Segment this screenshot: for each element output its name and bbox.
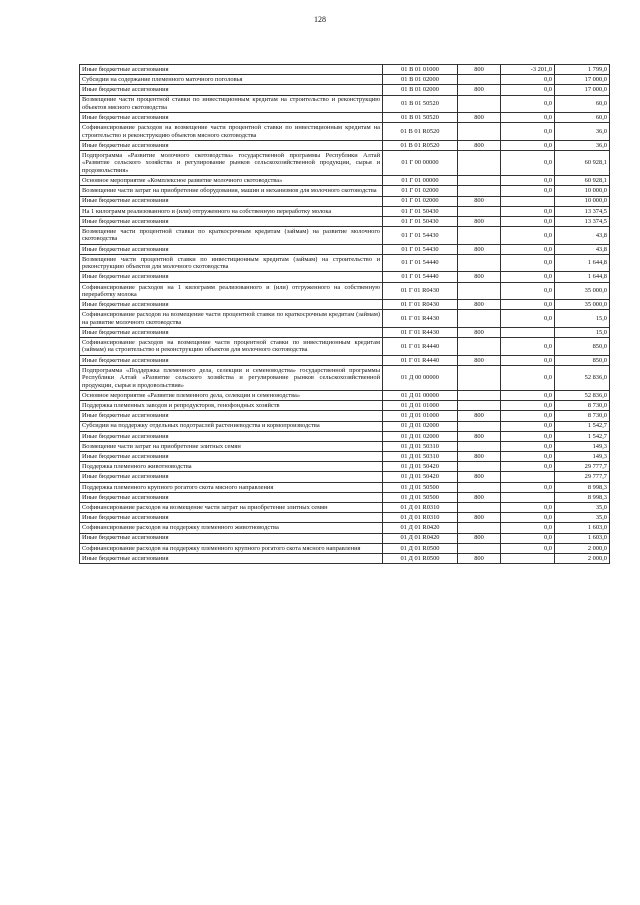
amount-total-cell: 15,0 [555, 310, 610, 328]
expense-name-cell: Софинансирование расходов на поддержку племенного крупного рогатого скота мясного направления [80, 543, 383, 553]
expense-type-code-cell: 800 [458, 196, 501, 206]
amount-change-cell [501, 196, 555, 206]
target-article-code-cell: 01 Г 01 02000 [383, 186, 458, 196]
target-article-code-cell: 01 Г 01 02000 [383, 196, 458, 206]
target-article-code-cell: 01 Г 00 00000 [383, 151, 458, 176]
expense-type-code-cell [458, 482, 501, 492]
target-article-code-cell: 01 Д 01 02000 [383, 431, 458, 441]
amount-change-cell: 0,0 [501, 206, 555, 216]
table-row [80, 85, 610, 95]
budget-table [79, 64, 610, 564]
expense-type-code-cell [458, 365, 501, 390]
expense-name-cell: Возмещение части затрат на приобретение оборудования, машин и механизмов для молочного скотоводства [80, 186, 383, 196]
expense-type-code-cell [458, 123, 501, 141]
amount-change-cell: 0,0 [501, 123, 555, 141]
target-article-code-cell: 01 Д 01 R0500 [383, 543, 458, 553]
table-row [80, 140, 610, 150]
table-row [80, 206, 610, 216]
amount-total-cell: 2 000,0 [555, 553, 610, 563]
table-row [80, 338, 610, 356]
amount-change-cell: 0,0 [501, 441, 555, 451]
target-article-code-cell: 01 Г 01 54430 [383, 244, 458, 254]
expense-name-cell: Основное мероприятие «Развитие племенного дела, селекции и семеноводства» [80, 390, 383, 400]
expense-type-code-cell: 800 [458, 553, 501, 563]
expense-name-cell: Субсидии на содержание племенного маточного поголовья [80, 75, 383, 85]
expense-type-code-cell [458, 254, 501, 272]
target-article-code-cell: 01 В 01 R0520 [383, 140, 458, 150]
expense-name-cell: Иные бюджетные ассигнования [80, 533, 383, 543]
expense-name-cell: На 1 килограмм реализованного и (или) отгруженного на собственную переработку молока [80, 206, 383, 216]
expense-name-cell: Иные бюджетные ассигнования [80, 328, 383, 338]
target-article-code-cell: 01 Г 01 54430 [383, 227, 458, 245]
expense-name-cell: Поддержка племенных заводов и репродукторов, генофондных хозяйств [80, 401, 383, 411]
amount-change-cell: 0,0 [501, 227, 555, 245]
amount-change-cell: 0,0 [501, 390, 555, 400]
amount-total-cell: 60 928,1 [555, 151, 610, 176]
amount-total-cell: 43,8 [555, 244, 610, 254]
target-article-code-cell: 01 Д 01 R0310 [383, 513, 458, 523]
table-row [80, 492, 610, 502]
expense-type-code-cell [458, 390, 501, 400]
expense-name-cell: Софинансирование расходов на 1 килограмм реализованного и (или) отгруженного на собственную переработку молока [80, 282, 383, 300]
amount-total-cell: 1 542,7 [555, 421, 610, 431]
expense-name-cell: Поддержка племенного животноводства [80, 462, 383, 472]
amount-total-cell: 35,0 [555, 503, 610, 513]
table-row [80, 300, 610, 310]
expense-type-code-cell: 800 [458, 328, 501, 338]
table-row [80, 65, 610, 75]
amount-total-cell: 52 836,0 [555, 390, 610, 400]
target-article-code-cell: 01 Д 01 01000 [383, 401, 458, 411]
amount-change-cell: 0,0 [501, 431, 555, 441]
expense-type-code-cell: 800 [458, 140, 501, 150]
target-article-code-cell: 01 Д 01 50420 [383, 462, 458, 472]
amount-total-cell: 8 998,3 [555, 492, 610, 502]
table-row [80, 176, 610, 186]
expense-name-cell: Иные бюджетные ассигнования [80, 140, 383, 150]
target-article-code-cell: 01 В 01 50520 [383, 95, 458, 113]
amount-change-cell: 0,0 [501, 216, 555, 226]
expense-type-code-cell [458, 338, 501, 356]
amount-total-cell: 43,8 [555, 227, 610, 245]
expense-type-code-cell: 800 [458, 452, 501, 462]
expense-name-cell: Субсидии на поддержку отдельных подотраслей растениеводства и кормопроизводства [80, 421, 383, 431]
table-row [80, 282, 610, 300]
expense-type-code-cell: 800 [458, 355, 501, 365]
expense-name-cell: Иные бюджетные ассигнования [80, 216, 383, 226]
expense-name-cell: Иные бюджетные ассигнования [80, 85, 383, 95]
amount-change-cell: 0,0 [501, 421, 555, 431]
expense-name-cell: Иные бюджетные ассигнования [80, 411, 383, 421]
expense-name-cell: Возмещение части затрат на приобретение элитных семян [80, 441, 383, 451]
expense-type-code-cell [458, 462, 501, 472]
amount-change-cell: 0,0 [501, 272, 555, 282]
amount-change-cell: 0,0 [501, 482, 555, 492]
table-row [80, 411, 610, 421]
amount-total-cell: 10 000,0 [555, 196, 610, 206]
page-number: 128 [314, 15, 326, 24]
amount-total-cell: 1 799,0 [555, 65, 610, 75]
expense-type-code-cell [458, 282, 501, 300]
amount-total-cell: 850,0 [555, 355, 610, 365]
expense-name-cell: Иные бюджетные ассигнования [80, 431, 383, 441]
expense-name-cell: Иные бюджетные ассигнования [80, 553, 383, 563]
expense-name-cell: Иные бюджетные ассигнования [80, 196, 383, 206]
target-article-code-cell: 01 Д 01 R0310 [383, 503, 458, 513]
expense-name-cell: Основное мероприятие «Комплексное развитие молочного скотоводства» [80, 176, 383, 186]
amount-total-cell: 35,0 [555, 513, 610, 523]
table-row [80, 254, 610, 272]
target-article-code-cell: 01 Д 01 50420 [383, 472, 458, 482]
amount-total-cell: 17 000,0 [555, 75, 610, 85]
table-row [80, 472, 610, 482]
table-row [80, 513, 610, 523]
target-article-code-cell: 01 Г 01 00000 [383, 176, 458, 186]
amount-total-cell: 8 998,3 [555, 482, 610, 492]
expense-name-cell: Иные бюджетные ассигнования [80, 492, 383, 502]
target-article-code-cell: 01 Д 01 00000 [383, 390, 458, 400]
table-row [80, 310, 610, 328]
expense-name-cell: Софинансирование расходов на возмещение части процентной ставки по инвестиционным кредитам на строительство и реконструкцию объектов мясного скотоводства [80, 123, 383, 141]
table-row [80, 543, 610, 553]
table-row [80, 75, 610, 85]
amount-total-cell: 13 374,5 [555, 206, 610, 216]
expense-name-cell: Возмещение части процентной ставки по инвестиционным кредитам на строительство и реконструкцию объектов мясного скотоводства [80, 95, 383, 113]
expense-name-cell: Софинансирование расходов на поддержку племенного животноводства [80, 523, 383, 533]
amount-change-cell: 0,0 [501, 85, 555, 95]
amount-total-cell: 36,0 [555, 140, 610, 150]
table-row [80, 123, 610, 141]
expense-type-code-cell: 800 [458, 300, 501, 310]
expense-name-cell: Подпрограмма «Развитие молочного скотоводства» государственной программы Республики Алтай «Развитие сельского хозяйства и регулирование рынков сельскохозяйственной продукции, сырья и продовольствия» [80, 151, 383, 176]
amount-change-cell: 0,0 [501, 543, 555, 553]
table-row [80, 186, 610, 196]
amount-total-cell: 1 644,8 [555, 272, 610, 282]
expense-name-cell: Софинансирование расходов на возмещение части затрат на приобретение элитных семян [80, 503, 383, 513]
amount-total-cell: 149,3 [555, 452, 610, 462]
amount-total-cell: 60,0 [555, 113, 610, 123]
expense-name-cell: Иные бюджетные ассигнования [80, 65, 383, 75]
target-article-code-cell: 01 Д 01 R0500 [383, 553, 458, 563]
amount-total-cell: 60,0 [555, 95, 610, 113]
expense-name-cell: Иные бюджетные ассигнования [80, 513, 383, 523]
target-article-code-cell: 01 В 01 R0520 [383, 123, 458, 141]
amount-total-cell: 35 000,0 [555, 300, 610, 310]
expense-type-code-cell [458, 206, 501, 216]
expense-name-cell: Возмещение части процентной ставки по инвестиционным кредитам (займам) на строительство и реконструкцию объектов для молочного скотоводства [80, 254, 383, 272]
target-article-code-cell: 01 Г 01 50430 [383, 216, 458, 226]
amount-total-cell: 15,0 [555, 328, 610, 338]
table-row [80, 244, 610, 254]
target-article-code-cell: 01 Г 01 R4430 [383, 310, 458, 328]
amount-total-cell: 2 000,0 [555, 543, 610, 553]
amount-total-cell: 8 730,0 [555, 411, 610, 421]
table-row [80, 441, 610, 451]
expense-type-code-cell [458, 95, 501, 113]
amount-total-cell: 149,3 [555, 441, 610, 451]
amount-change-cell: 0,0 [501, 151, 555, 176]
amount-change-cell [501, 472, 555, 482]
expense-type-code-cell [458, 503, 501, 513]
target-article-code-cell: 01 Г 01 54440 [383, 272, 458, 282]
expense-name-cell: Иные бюджетные ассигнования [80, 272, 383, 282]
table-row [80, 503, 610, 513]
expense-type-code-cell: 800 [458, 65, 501, 75]
amount-change-cell: 0,0 [501, 503, 555, 513]
table-row [80, 113, 610, 123]
expense-name-cell: Иные бюджетные ассигнования [80, 355, 383, 365]
target-article-code-cell: 01 Д 01 02000 [383, 421, 458, 431]
amount-change-cell: 0,0 [501, 452, 555, 462]
expense-type-code-cell [458, 421, 501, 431]
target-article-code-cell: 01 Д 01 R0420 [383, 523, 458, 533]
target-article-code-cell: 01 В 01 02000 [383, 75, 458, 85]
expense-type-code-cell: 800 [458, 431, 501, 441]
expense-type-code-cell [458, 227, 501, 245]
amount-change-cell [501, 492, 555, 502]
expense-name-cell: Иные бюджетные ассигнования [80, 244, 383, 254]
expense-type-code-cell [458, 176, 501, 186]
amount-change-cell: 0,0 [501, 411, 555, 421]
amount-change-cell: 0,0 [501, 254, 555, 272]
table-row [80, 390, 610, 400]
amount-change-cell: 0,0 [501, 365, 555, 390]
expense-name-cell: Софинансирование расходов на возмещение части процентной ставки по инвестиционным кредитам (займам) на строительство и реконструкцию объектов для молочного скотоводства [80, 338, 383, 356]
expense-type-code-cell: 800 [458, 492, 501, 502]
amount-change-cell: 0,0 [501, 176, 555, 186]
expense-type-code-cell [458, 310, 501, 328]
target-article-code-cell: 01 Д 01 50310 [383, 441, 458, 451]
table-row [80, 401, 610, 411]
table-row [80, 355, 610, 365]
budget-table-body [80, 65, 610, 564]
target-article-code-cell: 01 Д 00 00000 [383, 365, 458, 390]
expense-name-cell: Возмещение части процентной ставки по краткосрочным кредитам (займам) на развитие молочного скотоводства [80, 227, 383, 245]
amount-total-cell: 52 836,0 [555, 365, 610, 390]
table-row [80, 272, 610, 282]
table-row [80, 365, 610, 390]
amount-change-cell: 0,0 [501, 282, 555, 300]
target-article-code-cell: 01 Г 01 54440 [383, 254, 458, 272]
expense-type-code-cell: 800 [458, 216, 501, 226]
amount-change-cell: 0,0 [501, 310, 555, 328]
table-row [80, 523, 610, 533]
target-article-code-cell: 01 Г 01 R4440 [383, 338, 458, 356]
expense-type-code-cell [458, 75, 501, 85]
amount-total-cell: 10 000,0 [555, 186, 610, 196]
amount-total-cell: 36,0 [555, 123, 610, 141]
amount-change-cell: 0,0 [501, 462, 555, 472]
table-row [80, 227, 610, 245]
target-article-code-cell: 01 Г 01 R4440 [383, 355, 458, 365]
target-article-code-cell: 01 Г 01 R4430 [383, 328, 458, 338]
expense-type-code-cell [458, 401, 501, 411]
target-article-code-cell: 01 Г 01 R0430 [383, 300, 458, 310]
expense-name-cell: Иные бюджетные ассигнования [80, 300, 383, 310]
amount-total-cell: 1 542,7 [555, 431, 610, 441]
amount-change-cell: 0,0 [501, 523, 555, 533]
table-row [80, 431, 610, 441]
target-article-code-cell: 01 Г 01 R0430 [383, 282, 458, 300]
expense-type-code-cell: 800 [458, 533, 501, 543]
expense-name-cell: Подпрограмма «Поддержка племенного дела, селекции и семеноводства» государственной программы Республики Алтай «Развитие сельского хозяйства и регулирование рынков сельскохозяйственной продукции, сырья и продовольствия» [80, 365, 383, 390]
table-row [80, 452, 610, 462]
amount-total-cell: 29 777,7 [555, 462, 610, 472]
amount-change-cell: 0,0 [501, 186, 555, 196]
table-row [80, 95, 610, 113]
table-row [80, 196, 610, 206]
expense-name-cell: Иные бюджетные ассигнования [80, 113, 383, 123]
amount-change-cell: 0,0 [501, 513, 555, 523]
table-row [80, 216, 610, 226]
amount-total-cell: 1 644,8 [555, 254, 610, 272]
expense-name-cell: Иные бюджетные ассигнования [80, 452, 383, 462]
amount-total-cell: 1 603,0 [555, 533, 610, 543]
target-article-code-cell: 01 Г 01 50430 [383, 206, 458, 216]
target-article-code-cell: 01 Д 01 R0420 [383, 533, 458, 543]
amount-total-cell: 850,0 [555, 338, 610, 356]
amount-total-cell: 1 603,0 [555, 523, 610, 533]
table-row [80, 553, 610, 563]
expense-type-code-cell: 800 [458, 411, 501, 421]
target-article-code-cell: 01 Д 01 50500 [383, 492, 458, 502]
expense-name-cell: Поддержка племенного крупного рогатого скота мясного направления [80, 482, 383, 492]
target-article-code-cell: 01 Д 01 50310 [383, 452, 458, 462]
expense-type-code-cell [458, 151, 501, 176]
table-row [80, 482, 610, 492]
expense-type-code-cell [458, 186, 501, 196]
expense-type-code-cell [458, 543, 501, 553]
expense-type-code-cell: 800 [458, 244, 501, 254]
amount-total-cell: 60 928,1 [555, 176, 610, 186]
table-row [80, 462, 610, 472]
target-article-code-cell: 01 В 01 01000 [383, 65, 458, 75]
expense-type-code-cell: 800 [458, 472, 501, 482]
table-row [80, 151, 610, 176]
amount-change-cell: -3 201,0 [501, 65, 555, 75]
target-article-code-cell: 01 В 01 02000 [383, 85, 458, 95]
target-article-code-cell: 01 Д 01 50500 [383, 482, 458, 492]
amount-change-cell: 0,0 [501, 244, 555, 254]
amount-total-cell: 35 000,0 [555, 282, 610, 300]
amount-change-cell: 0,0 [501, 75, 555, 85]
expense-type-code-cell [458, 441, 501, 451]
table-row [80, 328, 610, 338]
expense-type-code-cell [458, 523, 501, 533]
amount-change-cell: 0,0 [501, 338, 555, 356]
expense-type-code-cell: 800 [458, 85, 501, 95]
expense-name-cell: Иные бюджетные ассигнования [80, 472, 383, 482]
expense-name-cell: Софинансирование расходов на возмещение части процентной ставки по краткосрочным кредитам (займам) на развитие молочного скотоводства [80, 310, 383, 328]
target-article-code-cell: 01 Д 01 01000 [383, 411, 458, 421]
amount-total-cell: 17 000,0 [555, 85, 610, 95]
expense-type-code-cell: 800 [458, 113, 501, 123]
amount-change-cell [501, 328, 555, 338]
amount-change-cell: 0,0 [501, 95, 555, 113]
target-article-code-cell: 01 В 01 50520 [383, 113, 458, 123]
amount-change-cell: 0,0 [501, 140, 555, 150]
expense-type-code-cell: 800 [458, 513, 501, 523]
amount-total-cell: 29 777,7 [555, 472, 610, 482]
amount-change-cell: 0,0 [501, 300, 555, 310]
expense-type-code-cell: 800 [458, 272, 501, 282]
table-row [80, 533, 610, 543]
amount-change-cell: 0,0 [501, 113, 555, 123]
amount-total-cell: 8 730,0 [555, 401, 610, 411]
amount-change-cell: 0,0 [501, 533, 555, 543]
amount-total-cell: 13 374,5 [555, 216, 610, 226]
amount-change-cell [501, 553, 555, 563]
amount-change-cell: 0,0 [501, 401, 555, 411]
table-row [80, 421, 610, 431]
amount-change-cell: 0,0 [501, 355, 555, 365]
